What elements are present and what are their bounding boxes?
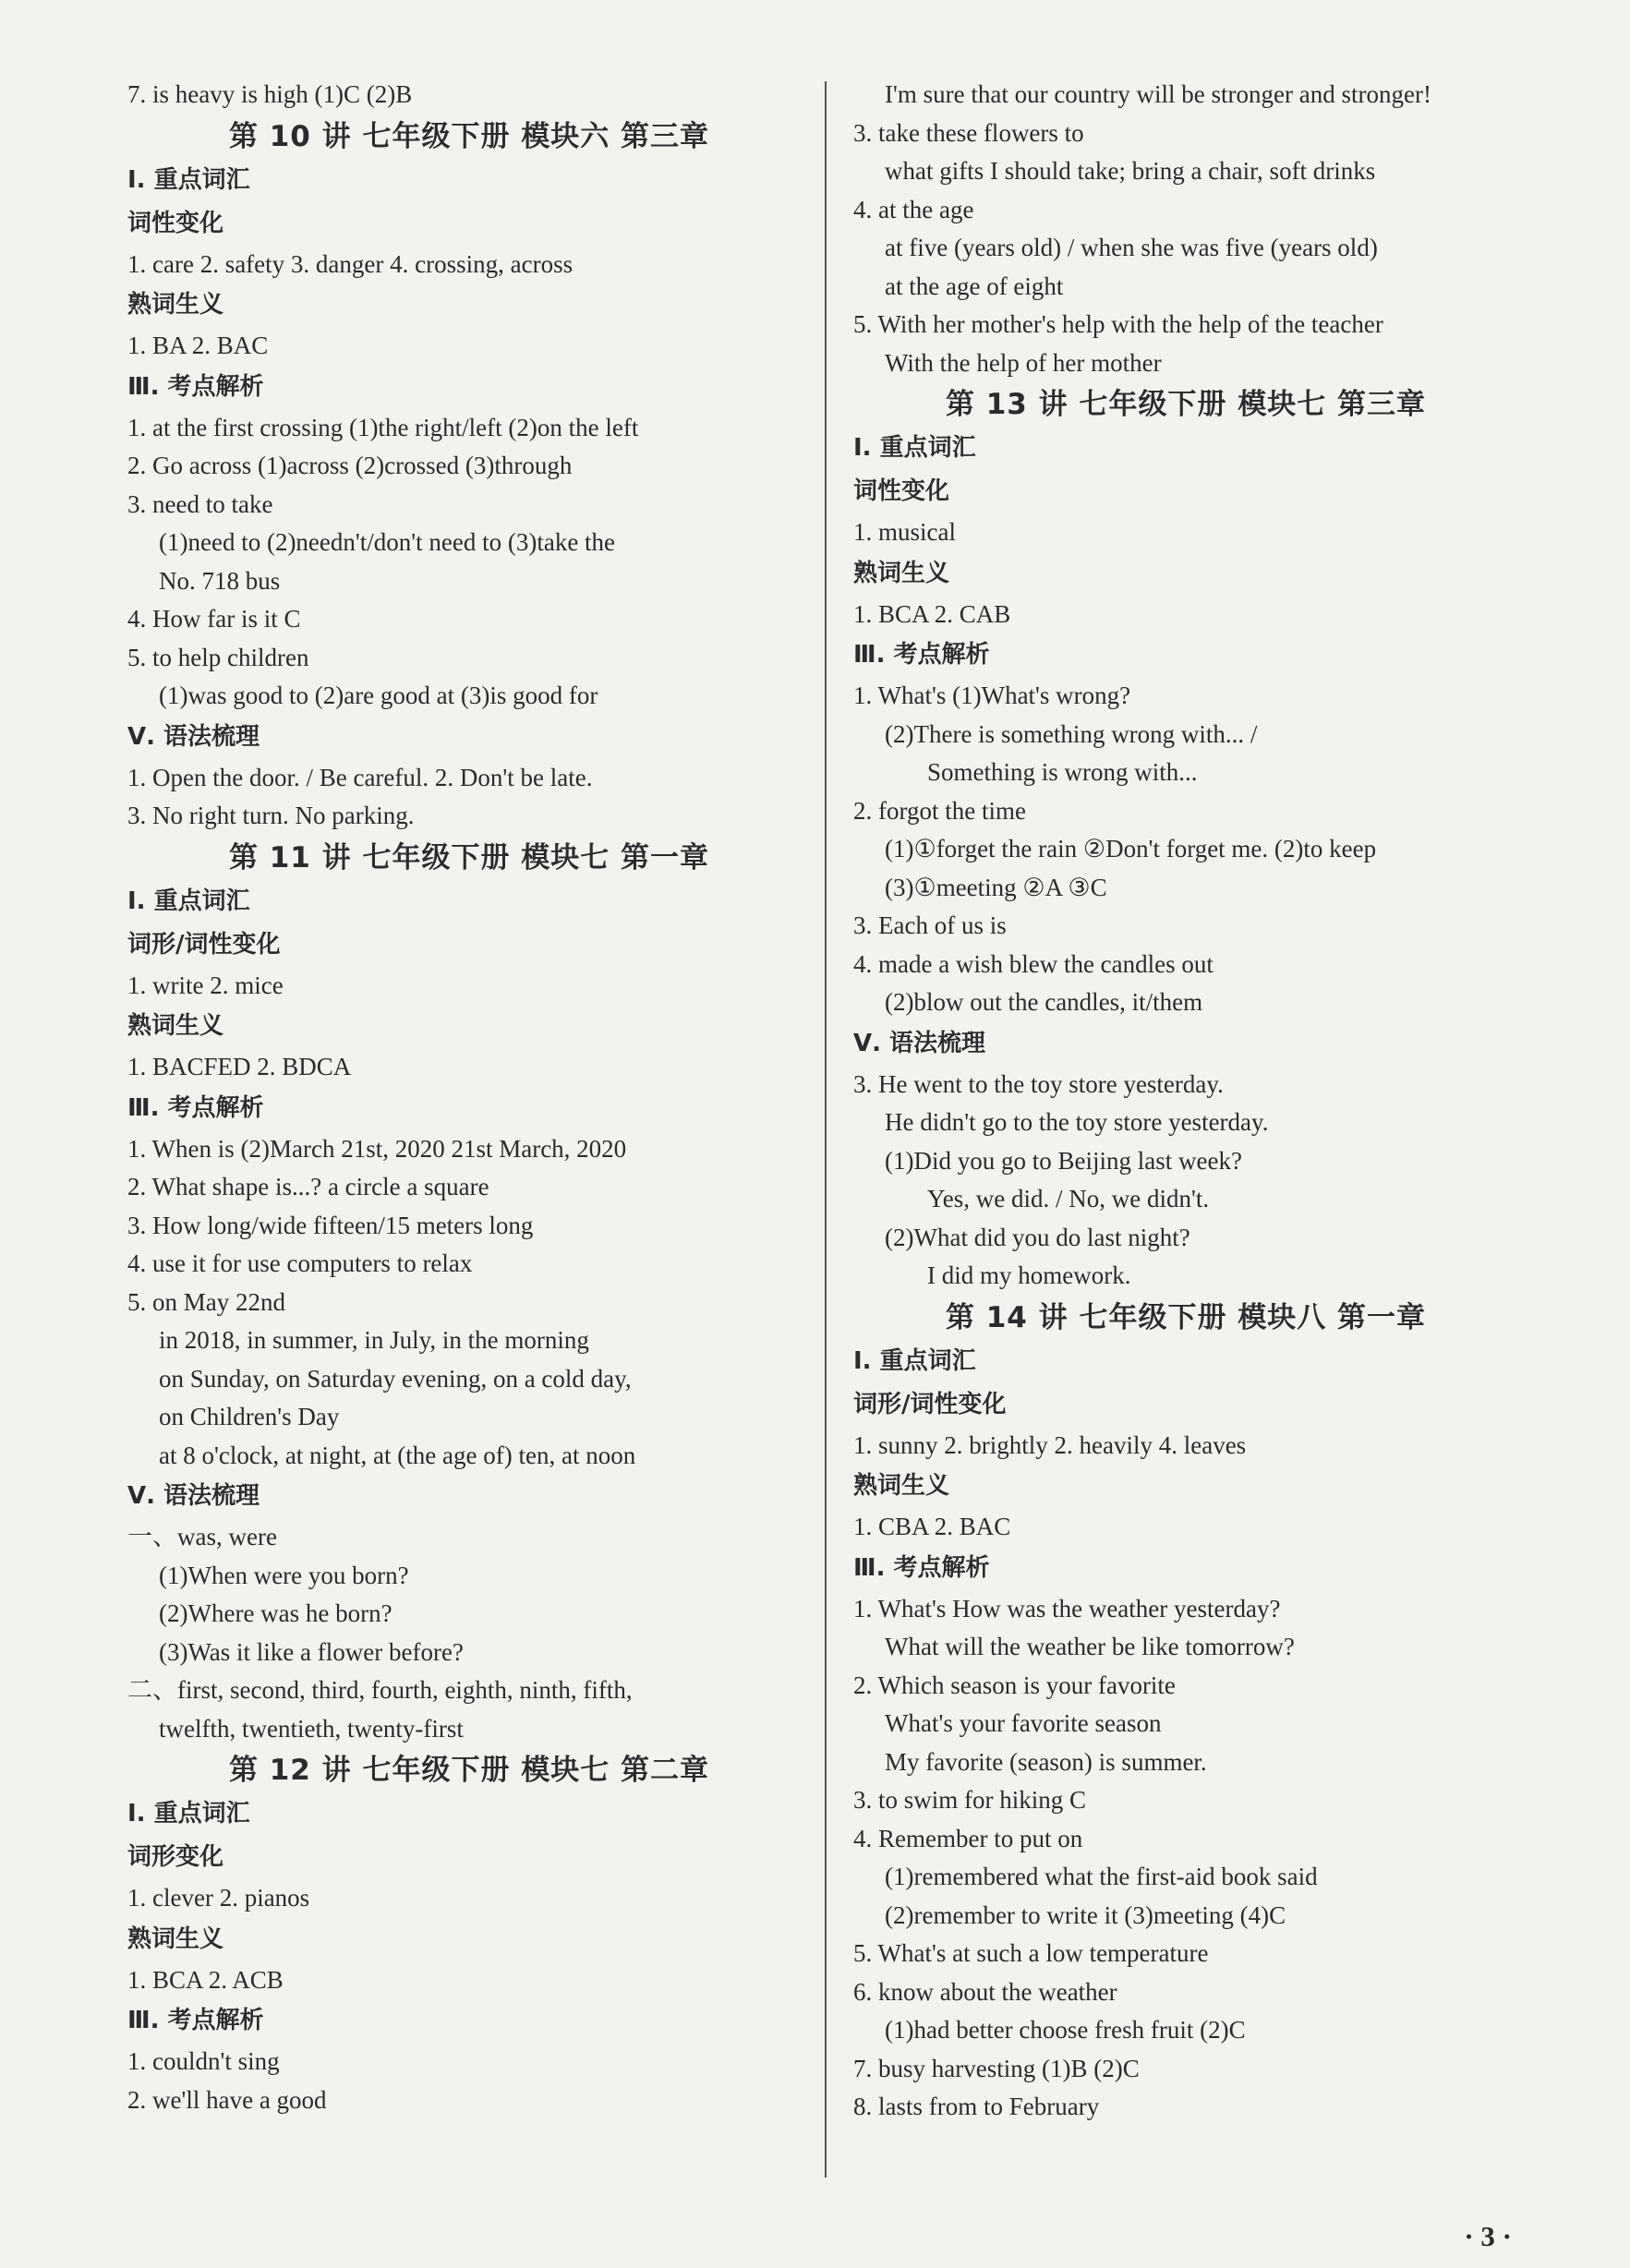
answer-line: 4. made a wish blew the candles out <box>853 949 1213 978</box>
section-heading: Ⅲ. 考点解析 <box>853 641 990 669</box>
section-heading: 熟词生义 <box>853 1472 950 1500</box>
answer-line: 4. use it for use computers to relax <box>127 1249 473 1277</box>
answer-line: 1. couldn't sing <box>127 2047 280 2075</box>
answer-line: 1. BCA 2. ACB <box>127 1965 284 1994</box>
answer-line: 1. What's (1)What's wrong? <box>853 682 1131 709</box>
answer-subline: at the age of eight <box>885 271 1064 300</box>
answer-subline: (1)had better choose fresh fruit (2)C <box>885 2016 1246 2044</box>
answer-subline: I did my homework. <box>927 1261 1131 1289</box>
section-heading: Ⅴ. 语法梳理 <box>127 722 260 751</box>
column-divider <box>825 81 827 2178</box>
answer-subline: on Sunday, on Saturday evening, on a cold day, <box>159 1364 632 1393</box>
answer-line: 4. at the age <box>853 195 974 223</box>
right-column <box>853 76 1518 2127</box>
answer-line: 3. He went to the toy store yesterday. <box>853 1069 1224 1098</box>
answer-subline: Something is wrong with... <box>927 758 1198 786</box>
answer-subline: (2)What did you do last night? <box>885 1223 1190 1251</box>
answer-subline: He didn't go to the toy store yesterday. <box>885 1108 1269 1136</box>
answer-subline: (1)need to (2)needn't/don't need to (3)take the <box>159 528 616 556</box>
answer-line: 7. is heavy is high (1)C (2)B <box>127 80 413 108</box>
answer-line: 5. to help children <box>127 643 309 671</box>
lesson-title: 第 14 讲 七年级下册 模块八 第一章 <box>945 1300 1427 1334</box>
lesson-title: 第 11 讲 七年级下册 模块七 第一章 <box>228 840 710 875</box>
answer-subline: (3)Was it like a flower before? <box>159 1637 464 1666</box>
lesson-title: 第 10 讲 七年级下册 模块六 第三章 <box>228 119 710 153</box>
section-heading: Ⅲ. 考点解析 <box>127 2007 264 2034</box>
answer-subline: in 2018, in summer, in July, in the morning <box>159 1326 589 1354</box>
section-heading: Ⅴ. 语法梳理 <box>853 1029 986 1057</box>
section-heading: 熟词生义 <box>853 559 950 587</box>
answer-line: 5. on May 22nd <box>127 1287 285 1316</box>
answer-line: 1. BACFED 2. BDCA <box>127 1053 352 1080</box>
section-heading: 词形/词性变化 <box>853 1390 1007 1418</box>
answer-line: 5. With her mother's help with the help of the teacher <box>853 310 1383 338</box>
section-heading: Ⅰ. 重点词汇 <box>853 1346 976 1375</box>
answer-line: 1. When is (2)March 21st, 2020 21st March, 2020 <box>127 1134 627 1163</box>
section-heading: Ⅲ. 考点解析 <box>853 1553 990 1582</box>
answer-line: 1. write 2. mice <box>127 971 284 999</box>
answer-subline: (1)was good to (2)are good at (3)is good for <box>159 682 598 709</box>
left-column <box>127 76 811 2119</box>
answer-subline: (1)①forget the rain ②Don't forget me. (2)to keep <box>885 835 1377 863</box>
answer-subline: at 8 o'clock, at night, at (the age of) ten, at noon <box>159 1441 636 1469</box>
answer-subline: on Children's Day <box>159 1403 340 1430</box>
answer-line: 6. know about the weather <box>853 1977 1117 2006</box>
answer-line: 1. BCA 2. CAB <box>853 599 1011 628</box>
answer-line: 1. clever 2. pianos <box>127 1884 310 1912</box>
lesson-title: 第 13 讲 七年级下册 模块七 第三章 <box>945 388 1427 421</box>
answer-subline: twelfth, twentieth, twenty-first <box>159 1714 464 1743</box>
answer-line: 1. musical <box>853 518 956 546</box>
answer-line: 3. to swim for hiking C <box>853 1786 1087 1814</box>
answer-line: 2. Go across (1)across (2)crossed (3)through <box>127 452 573 479</box>
answer-line: 2. Which season is your favorite <box>853 1671 1176 1699</box>
answer-subline: at five (years old) / when she was five (years old) <box>885 234 1378 261</box>
answer-line: 一、was, were <box>127 1523 277 1550</box>
answer-line: 1. sunny 2. brightly 2. heavily 4. leaves <box>853 1430 1247 1459</box>
section-heading: 熟词生义 <box>127 291 224 319</box>
answer-line: 二、first, second, third, fourth, eighth, ninth, fifth, <box>127 1676 633 1704</box>
answer-line: 4. How far is it C <box>127 605 301 633</box>
answer-subline: (2)Where was he born? <box>159 1599 392 1627</box>
answer-line: 2. we'll have a good <box>127 2085 327 2114</box>
section-heading: Ⅰ. 重点词汇 <box>127 1800 250 1828</box>
answer-subline: What's your favorite season <box>885 1709 1162 1737</box>
answer-line: 1. What's How was the weather yesterday? <box>853 1594 1281 1623</box>
answer-subline: (3)①meeting ②A ③C <box>885 873 1107 901</box>
answer-subline: What will the weather be like tomorrow? <box>885 1633 1295 1660</box>
section-heading: Ⅰ. 重点词汇 <box>127 887 250 915</box>
section-heading: 熟词生义 <box>127 1924 224 1953</box>
section-heading: 词形/词性变化 <box>127 930 281 959</box>
answer-subline: (1)When were you born? <box>159 1561 409 1589</box>
answer-line: 3. need to take <box>127 489 273 518</box>
answer-line: 1. Open the door. / Be careful. 2. Don't be late. <box>127 763 593 791</box>
answer-line: 1. CBA 2. BAC <box>853 1513 1011 1540</box>
answer-subline: (2)There is something wrong with... / <box>885 719 1258 748</box>
section-heading: Ⅰ. 重点词汇 <box>853 434 976 462</box>
section-heading: 词性变化 <box>853 477 950 505</box>
answer-line: 3. Each of us is <box>853 911 1007 939</box>
lesson-title: 第 12 讲 七年级下册 模块七 第二章 <box>228 1754 710 1787</box>
answer-line: 4. Remember to put on <box>853 1824 1083 1852</box>
section-heading: 词性变化 <box>127 209 224 237</box>
answer-line: 8. lasts from to February <box>853 2093 1100 2120</box>
section-heading: Ⅴ. 语法梳理 <box>127 1482 260 1510</box>
answer-line: 3. How long/wide fifteen/15 meters long <box>127 1211 534 1239</box>
section-heading: Ⅲ. 考点解析 <box>127 372 264 401</box>
answer-line: 1. care 2. safety 3. danger 4. crossing, across <box>127 249 574 278</box>
answer-line: 2. forgot the time <box>853 796 1026 825</box>
section-heading: Ⅰ. 重点词汇 <box>127 165 250 194</box>
answer-line: 1. BA 2. BAC <box>127 332 269 359</box>
answer-subline: My favorite (season) is summer. <box>885 1747 1207 1776</box>
answer-line: 3. No right turn. No parking. <box>127 802 415 829</box>
answer-subline: (1)remembered what the first-aid book said <box>885 1863 1318 1890</box>
section-heading: 词形变化 <box>127 1843 224 1871</box>
page-number: · 3 · <box>1464 2220 1512 2252</box>
answer-subline: what gifts I should take; bring a chair, soft drinks <box>885 157 1376 185</box>
answer-subline: No. 718 bus <box>159 566 281 595</box>
answer-line: 7. busy harvesting (1)B (2)C <box>853 2054 1140 2082</box>
answer-subline: (2)blow out the candles, it/them <box>885 988 1203 1016</box>
section-heading: Ⅲ. 考点解析 <box>127 1093 264 1122</box>
answer-subline: I'm sure that our country will be stronger and stronger! <box>885 80 1431 108</box>
answer-subline: (1)Did you go to Beijing last week? <box>885 1146 1242 1175</box>
answer-subline: (2)remember to write it (3)meeting (4)C <box>885 1900 1286 1929</box>
section-heading: 熟词生义 <box>127 1012 224 1040</box>
answer-subline: Yes, we did. / No, we didn't. <box>927 1185 1210 1212</box>
answer-line: 5. What's at such a low temperature <box>853 1939 1209 1967</box>
answer-line: 1. at the first crossing (1)the right/left (2)on the left <box>127 413 639 441</box>
answer-subline: With the help of her mother <box>885 348 1162 377</box>
answer-line: 3. take these flowers to <box>853 118 1084 147</box>
answer-line: 2. What shape is...? a circle a square <box>127 1173 489 1200</box>
